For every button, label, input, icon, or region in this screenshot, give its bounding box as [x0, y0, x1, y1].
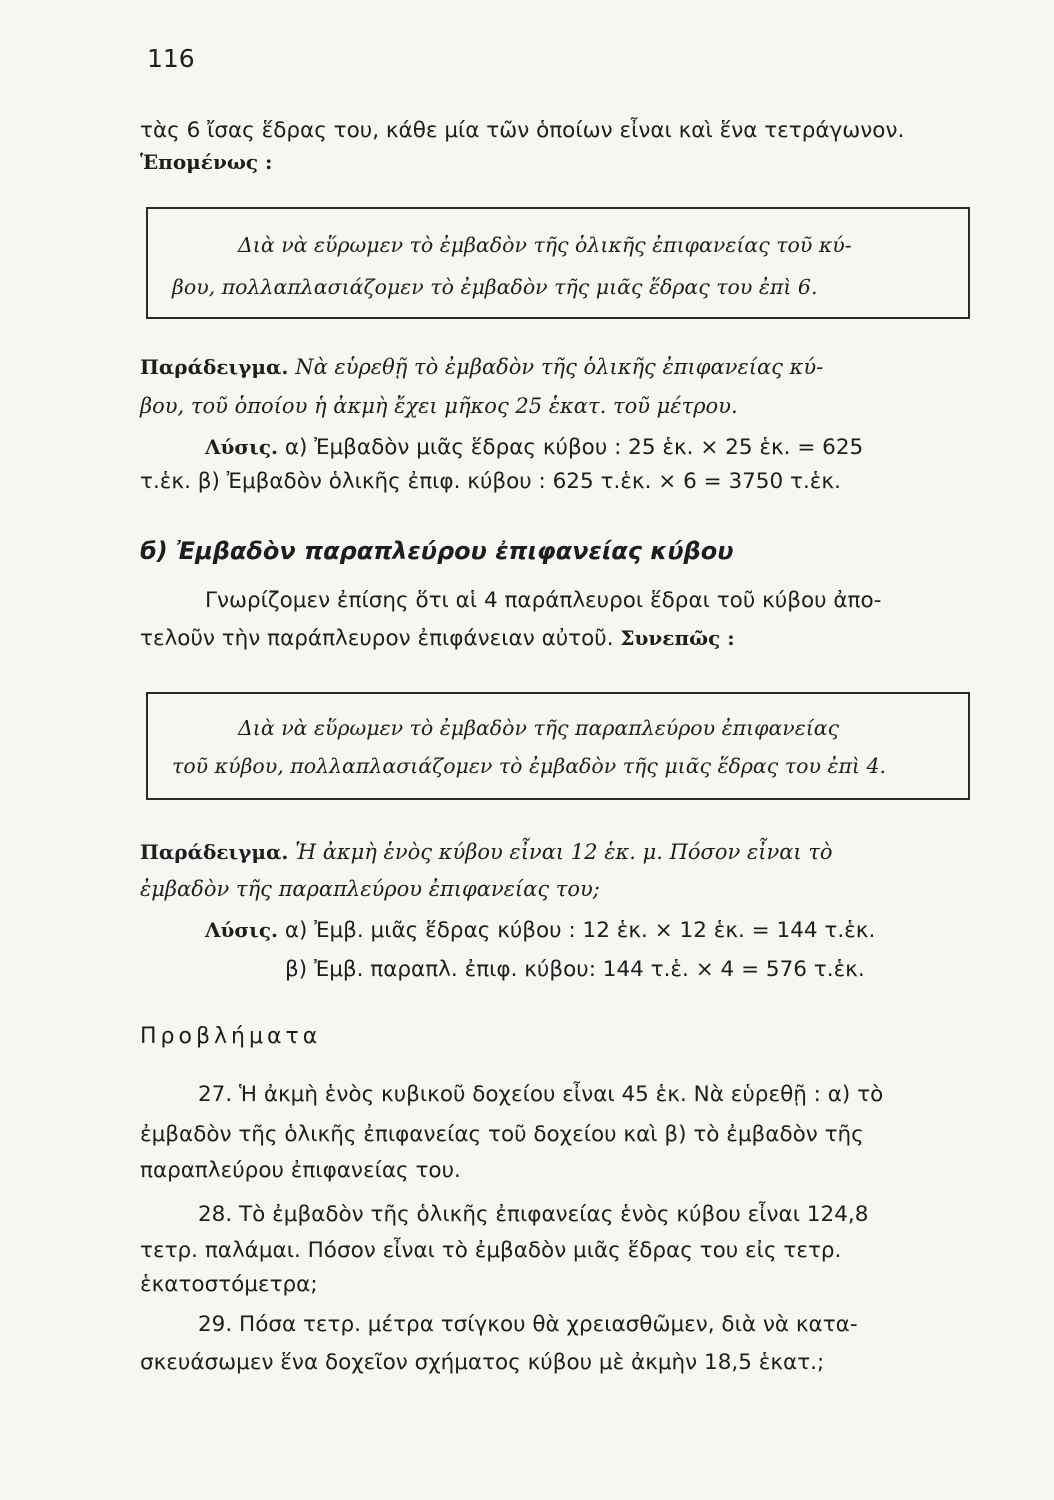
example2-label: Παράδειγμα. — [140, 840, 289, 864]
rule2-line-2: τοῦ κύβου, πολλαπλασιάζομεν τὸ ἐμβαδὸν τῆς μιᾶς ἕδρας του ἐπὶ 4. — [172, 754, 887, 778]
rule1-line-1: Διὰ νὰ εὕρωμεν τὸ ἐμβαδὸν τῆς ὁλικῆς ἐπιφανείας τοῦ κύ- — [238, 233, 852, 257]
example2-solution-a: α) Ἐμβ. μιᾶς ἕδρας κύβου : 12 ἑκ. × 12 ἑκ. = 144 τ.ἑκ. — [284, 918, 876, 943]
section-heading: б) Ἐμβαδὸν παραπλεύρου ἐπιφανείας κύβου — [140, 537, 734, 565]
section-line-2 — [140, 623, 735, 654]
intro-line-2: Ἑπομένως : — [140, 150, 273, 174]
problem-29-line-2: σκευάσωμεν ἕνα δοχεῖον σχήματος κύβου μὲ ἀκμὴν 18,5 ἑκατ.; — [140, 1350, 825, 1375]
rule1-line-2: βου, πολλαπλασιάζομεν τὸ ἐμβαδὸν τῆς μιᾶς ἕδρας του ἐπὶ 6. — [172, 275, 818, 299]
problem-29-line-1: 29. Πόσα τετρ. μέτρα τσίγκου θὰ χρειασθῶμεν, διὰ νὰ κατα- — [198, 1312, 858, 1337]
problems-title: Προβλήματα — [140, 1024, 322, 1049]
example2-solution-b: β) Ἐμβ. παραπλ. ἐπιφ. κύβου: 144 τ.ἑ. × 4 = 576 τ.ἑκ. — [285, 957, 865, 982]
example2-solution-label: Λύσις. — [205, 918, 278, 942]
rule2-line-1: Διὰ νὰ εὕρωμεν τὸ ἐμβαδὸν τῆς παραπλεύρου ἐπιφανείας — [238, 716, 840, 740]
problem-27-line-3: παραπλεύρου ἐπιφανείας του. — [140, 1158, 461, 1183]
example2-line-2: ἐμβαδὸν τῆς παραπλεύρου ἐπιφανείας του; — [140, 877, 600, 901]
rule-box-total-surface — [146, 207, 970, 319]
problem-28-line-3: ἑκατοστόμετρα; — [140, 1272, 318, 1297]
example1-text-1: Νὰ εὑρεθῇ τὸ ἐμβαδὸν τῆς ὁλικῆς ἐπιφανείας κύ- — [295, 355, 824, 379]
rule-box-lateral-surface — [146, 692, 970, 800]
example1-line-1 — [140, 352, 823, 383]
problem-28-line-1: 28. Τὸ ἐμβαδὸν τῆς ὁλικῆς ἐπιφανείας ἑνὸς κύβου εἶναι 124,8 — [198, 1202, 869, 1227]
problem-28-line-2: τετρ. παλάμαι. Πόσον εἶναι τὸ ἐμβαδὸν μιᾶς ἕδρας του εἰς τετρ. — [140, 1238, 842, 1263]
page-number: 116 — [147, 44, 195, 73]
intro-line-1: τὰς 6 ἴσας ἕδρας του, κάθε μία τῶν ὁποίων εἶναι καὶ ἕνα τετράγωνον. — [140, 118, 905, 143]
section-line-1: Γνωρίζομεν ἐπίσης ὅτι αἱ 4 παράπλευροι ἕδραι τοῦ κύβου ἀπο- — [205, 588, 882, 613]
example2-text-1: Ἡ ἀκμὴ ἑνὸς κύβου εἶναι 12 ἑκ. μ. Πόσον εἶναι τὸ — [295, 840, 833, 864]
section-therefore: Συνεπῶς : — [620, 626, 735, 650]
example2-line-1 — [140, 837, 833, 868]
example1-solution-label: Λύσις. — [205, 435, 278, 459]
example2-solution-line-1 — [205, 915, 875, 946]
example1-line-2: βου, τοῦ ὁποίου ἡ ἀκμὴ ἔχει μῆκος 25 ἑκατ. τοῦ μέτρου. — [140, 394, 738, 418]
problem-27-line-1: 27. Ἡ ἀκμὴ ἑνὸς κυβικοῦ δοχείου εἶναι 45 ἑκ. Νὰ εὑρεθῇ : α) τὸ — [198, 1082, 884, 1107]
problem-27-line-2: ἐμβαδὸν τῆς ὁλικῆς ἐπιφανείας τοῦ δοχείου καὶ β) τὸ ἐμβαδὸν τῆς — [140, 1122, 864, 1147]
example1-label: Παράδειγμα. — [140, 355, 289, 379]
example1-solution-line-1 — [205, 432, 863, 463]
example1-solution-line-2: τ.ἑκ. β) Ἐμβαδὸν ὁλικῆς ἐπιφ. κύβου : 625 τ.ἑκ. × 6 = 3750 τ.ἑκ. — [140, 469, 841, 494]
section-text-2: τελοῦν τὴν παράπλευρον ἐπιφάνειαν αὐτοῦ. — [140, 626, 614, 651]
example1-solution-text-1: α) Ἐμβαδὸν μιᾶς ἕδρας κύβου : 25 ἑκ. × 25 ἑκ. = 625 — [284, 435, 864, 460]
